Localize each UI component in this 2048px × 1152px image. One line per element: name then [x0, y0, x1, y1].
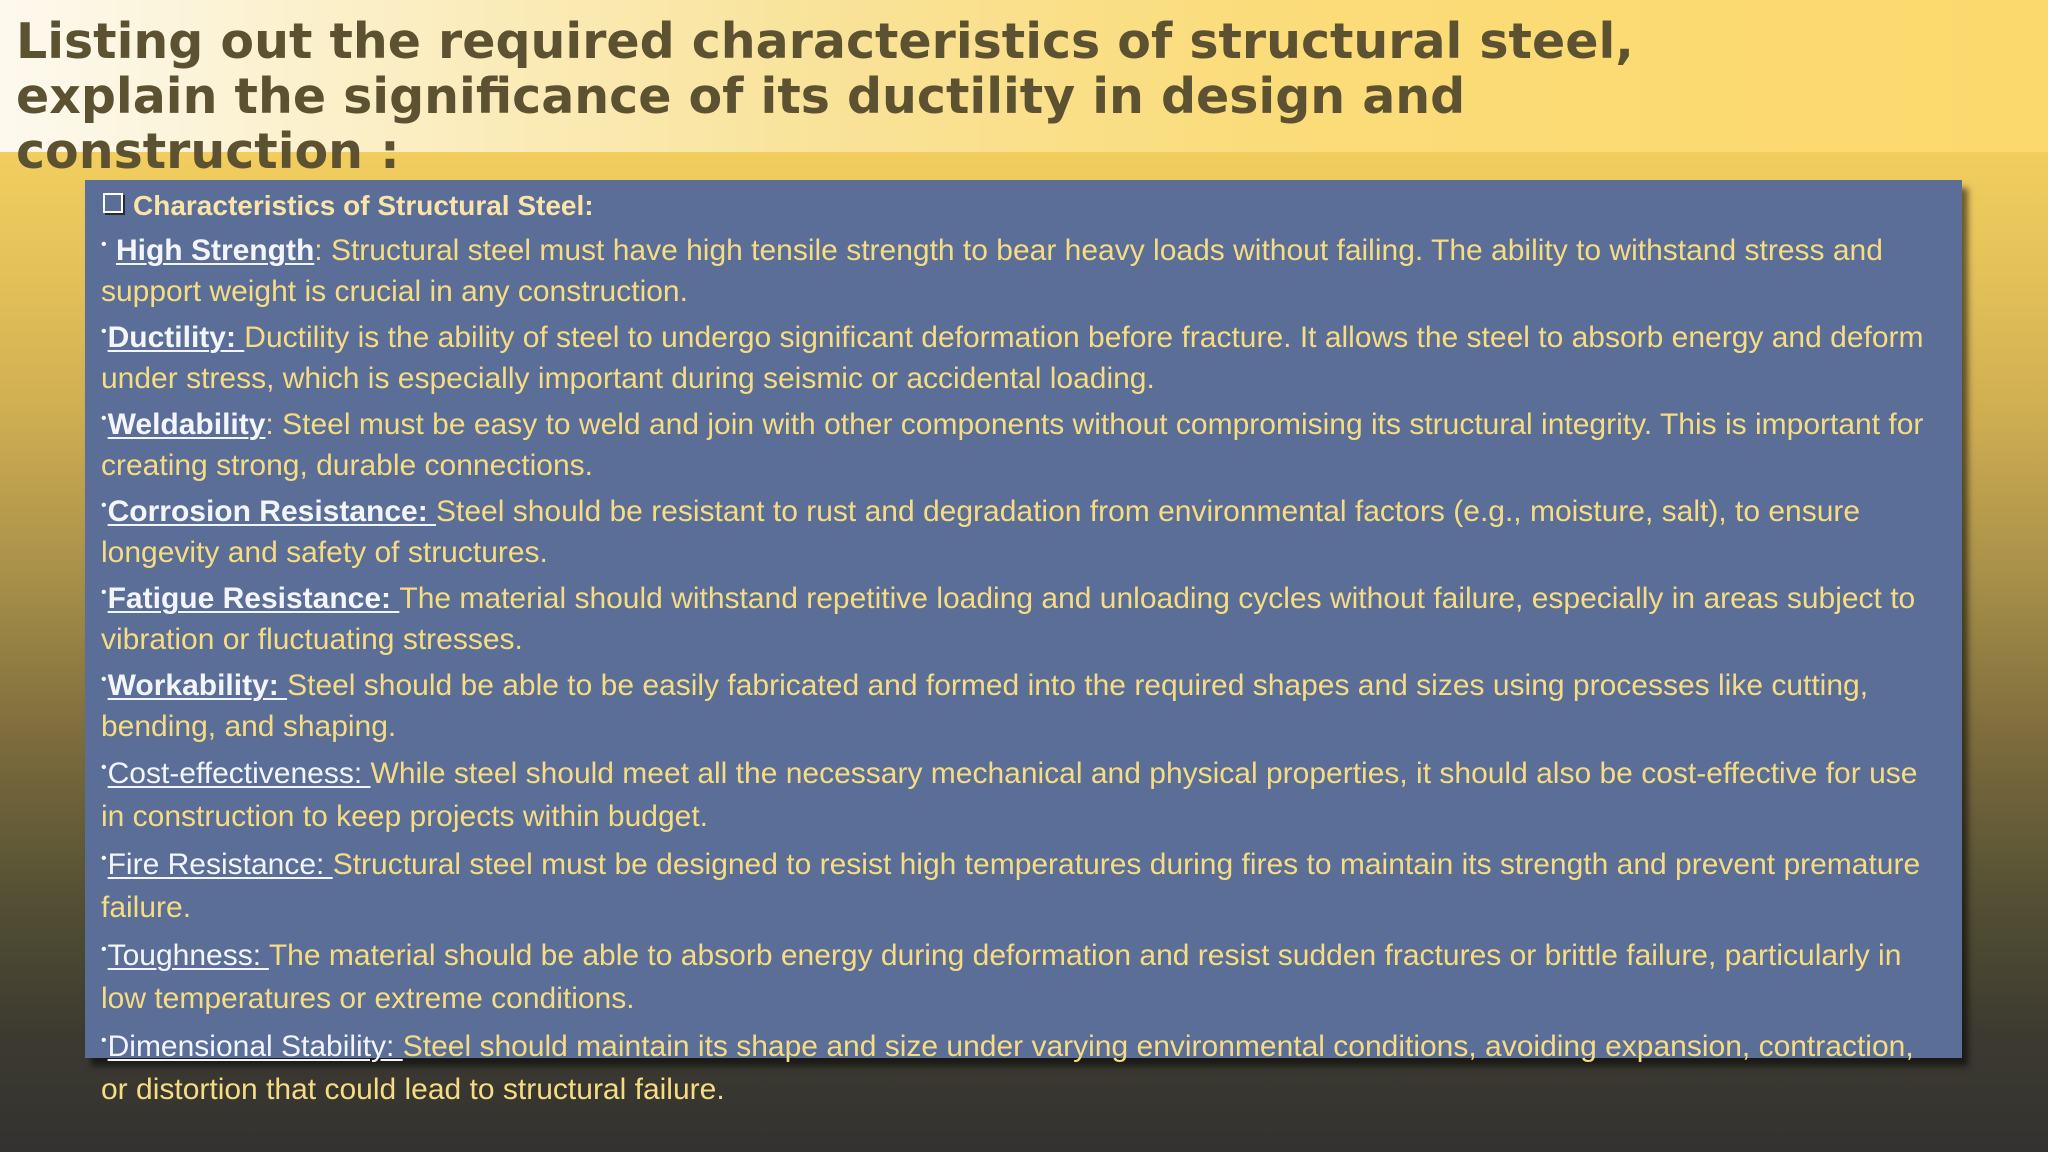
description-fatigue-resistance: The material should withstand repetitive loading and unloading cycles without failure, especially in areas subject to vibration or fluctuating stresses.	[101, 582, 1916, 656]
description-high-strength: Structural steel must have high tensile strength to bear heavy loads without failing. The ability to withstand stress and support weight is crucial in any construction.	[101, 234, 1883, 308]
characteristics-list	[101, 225, 1942, 1111]
list-item-workability	[101, 660, 1942, 747]
list-item-ductility	[101, 312, 1942, 399]
bullet-dot-icon: •	[101, 759, 107, 776]
section-heading-text: Characteristics of Structural Steel:	[133, 189, 594, 221]
checkbox-bullet-icon	[103, 193, 123, 213]
term-fire-resistance: Fire Resistance:	[107, 848, 333, 881]
title-band	[0, 0, 2048, 180]
section-heading	[101, 189, 1942, 222]
term-fatigue-resistance: Fatigue Resistance:	[107, 582, 400, 615]
bullet-dot-icon: •	[101, 850, 107, 867]
list-item-corrosion-resistance	[101, 486, 1942, 573]
description-corrosion-resistance: Steel should be resistant to rust and degradation from environmental factors (e.g., moisture, salt), to ensure longevity and safety of structures.	[101, 495, 1861, 569]
description-workability: Steel should be able to be easily fabricated and formed into the required shapes and sizes using processes like cutting, bending, and shaping.	[101, 669, 1869, 743]
content-panel	[85, 180, 1962, 1106]
description-weldability: Steel must be easy to weld and join with other components without compromising its structural integrity. This is important for creating strong, durable connections.	[101, 408, 1924, 482]
term-ductility: Ductility:	[107, 321, 245, 354]
list-item-toughness	[101, 929, 1942, 1020]
term-corrosion-resistance: Corrosion Resistance:	[107, 495, 437, 528]
term-workability: Workability:	[107, 669, 288, 702]
term-toughness: Toughness:	[107, 939, 269, 972]
list-item-high-strength	[101, 225, 1942, 312]
term-separator: :	[265, 408, 274, 441]
description-cost-effectiveness: While steel should meet all the necessary mechanical and physical properties, it should also be cost-effective for use in construction to keep projects within budget.	[101, 757, 1918, 833]
bullet-dot-icon: •	[101, 497, 107, 514]
term-weldability: Weldability	[107, 408, 266, 441]
term-high-strength: High Strength	[115, 234, 315, 267]
bullet-dot-icon: •	[101, 1032, 107, 1049]
list-item-fatigue-resistance	[101, 573, 1942, 660]
description-ductility: Ductility is the ability of steel to undergo significant deformation before fracture. It allows the steel to absorb energy and deform under stress, which is especially important during seismic or accidental loading.	[101, 321, 1924, 395]
term-cost-effectiveness: Cost-effectiveness:	[107, 757, 371, 790]
list-item-fire-resistance	[101, 838, 1942, 929]
description-dimensional-stability: Steel should maintain its shape and size under varying environmental conditions, avoiding expansion, contraction, or distortion that could lead to structural failure.	[101, 1030, 1914, 1106]
bullet-dot-icon: •	[101, 584, 107, 601]
list-item-weldability	[101, 399, 1942, 486]
bullet-dot-icon: •	[101, 410, 107, 427]
slide-title: Listing out the required characteristics of structural steel, explain the significance of its ductility in design and construction :	[16, 13, 1634, 180]
bullet-dot-icon: •	[101, 236, 107, 253]
list-item-cost-effectiveness	[101, 747, 1942, 838]
description-fire-resistance: Structural steel must be designed to resist high temperatures during fires to maintain its strength and prevent premature failure.	[101, 848, 1921, 924]
term-separator: :	[314, 234, 323, 267]
term-dimensional-stability: Dimensional Stability:	[107, 1030, 403, 1063]
description-toughness: The material should be able to absorb energy during deformation and resist sudden fractures or brittle failure, particularly in low temperatures or extreme conditions.	[101, 939, 1902, 1015]
bullet-dot-icon: •	[101, 323, 107, 340]
bullet-dot-icon: •	[101, 941, 107, 958]
list-item-dimensional-stability	[101, 1020, 1942, 1111]
bullet-dot-icon: •	[101, 671, 107, 688]
